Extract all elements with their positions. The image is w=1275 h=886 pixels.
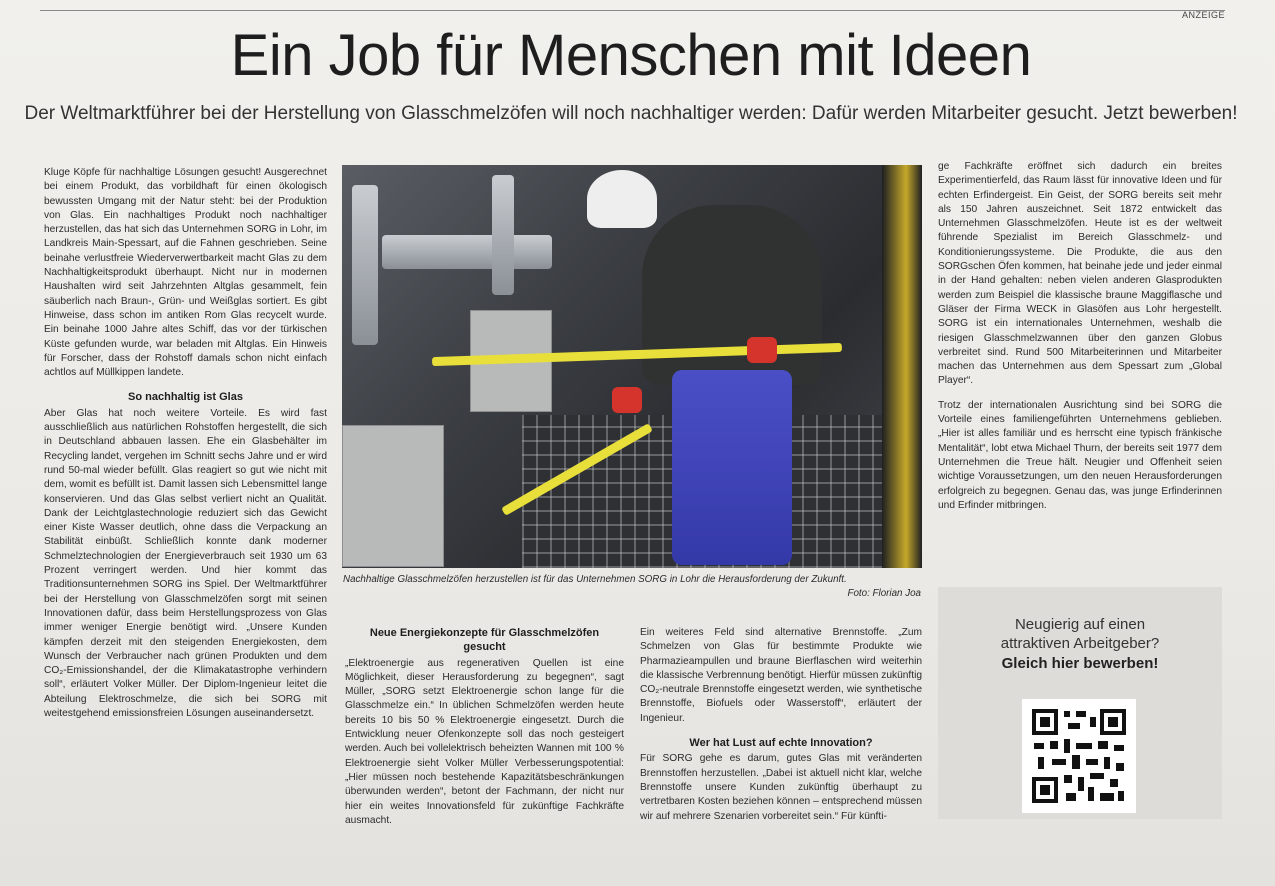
section-heading: So nachhaltig ist Glas xyxy=(128,391,243,404)
paragraph: „Elektroenergie aus regenerativen Quellen ist eine Möglichkeit, dieser Herausforderung zu begegnen“, sagt Müller, „SORG setzt Elektroenergie schon lange für die Glasschmelze ein.“ In üblichen Schmelzöfen werden heute bereits 10 bis 50 % Elektroenergie eingesetzt. Durch die Entwicklung neuer Ofenkonzepte soll das noch gesteigert werden. Auch bei vollelektrisch beheizten Wannen mit 100 % Elektroenergie sieht Volker Müller Verbesserungspotential: „Hier müssen noch bestehende Kapazitätsbeschränkungen überwunden werden“, betont der Fachmann, der nicht nur hier ein weites Innovationsfeld für zukünftige Fachkräfte ausmacht. xyxy=(345,657,624,826)
callout-line-3: Gleich hier bewerben! xyxy=(1001,655,1159,672)
callout-line-2: attraktiven Arbeitgeber? xyxy=(1000,635,1160,652)
apply-callout-box xyxy=(938,587,1222,819)
photo-caption xyxy=(343,574,921,599)
callout-line-1: Neugierig auf einen xyxy=(1014,616,1146,633)
article-column-2 xyxy=(345,626,624,838)
article-photo xyxy=(342,165,922,568)
paragraph: Kluge Köpfe für nachhaltige Lösungen gesucht! Ausgerechnet bei einem Produkt, das vorbildhaft für einen ökologisch bewussten Umgang mit der Natur steht: bei der Produktion von Glas. Ein nachhaltiges Produkt noch nachhaltiger herzustellen, das hat sich das Unternehmen SORG in Lohr, im Landkreis Main-Spessart, auf die Fahnen geschrieben. Seine beinahe verlustfreie Wiederverwertbarkeit macht Glas zu dem Nachhaltigkeitsprodukt überhaupt. Nicht nur in modernen Haushalten wird seit Jahrzehnten Altglas gesammelt, fein säuberlich nach Braun-, Grün- und Weißglas sortiert. Es gibt Hinweise, dass schon im antiken Rom Glas recycelt wurde. Ein beinahe 1000 Jahre altes Schiff, das vor der türkischen Küste gefunden wurde, war beladen mit Altglas. Ein Hinweis für Forscher, dass der Rohstoff damals schon nicht einfach achtlos auf Müllkippen landete. xyxy=(44,167,327,379)
paragraph: ge Fachkräfte eröffnet sich dadurch ein breites Experimentierfeld, das Raum lässt für innovative Ideen und für echten Erfindergeist. Ein Geist, der SORG bereits seit mehr als 150 Jahren auszeichnet. Seit 1872 entwickelt das Unternehmen Glasschmelzöfen. Heute ist es der weltweit führende Spezialist im Bereich Glasschmelz- und Konditionierungssysteme. Die Produkte, die aus den SORGschen Öfen kommen, hat beinahe jede und jeder einmal in der Hand gehalten: neben vielen anderen Glasprodukten werden zum Beispiel die klassische braune Maggiflasche und Gläser der Firma WECK in Glasöfen aus Lohr hergestellt. SORG ist ein internationales Unternehmen, weshalb die riesigen Glasschmelzwannen über den ganzen Globus verbreitet sind. Rund 500 Mitarbeiterinnen und Mitarbeiter machen das Unternehmen aus dem Spessart zum „Global Player“. xyxy=(938,161,1222,387)
paragraph: Für SORG gehe es darum, gutes Glas mit veränderten Brennstoffen herzustellen. „Dabei ist aktuell nicht klar, welche Brennstoffe unsere Kunden zukünftig überhaupt zu vertretbaren Kosten beziehen können – entsprechend müssen wir auf mehrere Szenarien vorbereitet sein.“ Für künfti- xyxy=(640,753,922,822)
qr-code-icon[interactable] xyxy=(1022,699,1136,813)
advertisement-tag: ANZEIGE xyxy=(1181,10,1225,20)
paragraph: Ein weiteres Feld sind alternative Brennstoffe. „Zum Schmelzen von Glas für bestimmte Produkte wie Pharmazieampullen und braune Bierflaschen wird weiterhin die klassische Verbrennung benötigt. Hierfür müssen zukünftig CO₂-neutrale Brennstoffe eingesetzt werden, wie synthetische Brennstoffe, Biofuels oder Wasserstoff“, erläutert der Ingenieur. xyxy=(640,627,923,724)
headline: Ein Job für Menschen mit Ideen xyxy=(230,23,1032,88)
section-heading: Wer hat Lust auf echte Innovation? xyxy=(689,737,873,750)
paragraph: Trotz der internationalen Ausrichtung sind bei SORG die Vorteile eines familiengeführten Unternehmens geblieben. „Hier ist alles familiär und es herrscht eine typisch fränkische Mentalität“, lobt etwa Michael Thurn, der bereits seit 1977 dem Unternehmen die Treue hält. Neugier und Offenheit seien wichtige Voraussetzungen, um den neuen Herausforderungen erfolgreich zu begegnen. Genau das, was junge Erfinderinnen und Erfinder mitbringen. xyxy=(938,399,1222,511)
article-column-1 xyxy=(44,166,327,731)
photo-credit: Foto: Florian Joa xyxy=(847,588,921,599)
subheadline: Der Weltmarktführer bei der Herstellung von Glasschmelzöfen will noch nachhaltiger werden: Dafür werden Mitarbeiter gesucht. Jetzt bewerben! xyxy=(24,103,1238,124)
top-rule xyxy=(40,10,1225,11)
section-heading: Neue Energiekonzepte für Glasschmelzöfen gesucht xyxy=(369,627,600,654)
article-column-4 xyxy=(938,160,1222,523)
caption-text: Nachhaltige Glasschmelzöfen herzustellen ist für das Unternehmen SORG in Lohr die Herausforderung der Zukunft. xyxy=(343,574,847,585)
article-column-3 xyxy=(640,626,922,834)
paragraph: Aber Glas hat noch weitere Vorteile. Es wird fast ausschließlich aus natürlichen Rohstoffen hergestellt, die sich in Deutschland abbauen lassen. Ehe ein Glasbehälter im Recycling landet, vergehen im Schnitt sechs Jahre und er wird rund 50-mal wieder befüllt. Glas reagiert so gut wie nicht mit dem, womit es befüllt ist. Damit lassen sich Lebensmittel lange konservieren. Und das Glas selbst verliert nicht an Qualität. Dank der Leichtglastechnologie reduziert sich das Gewicht einer Kiste Wasser deutlich, ohne dass die Verpackung an Stabilität einbüßt. Schließlich konnte dank moderner Schmelztechnologien der Energieverbrauch seit 1930 um 63 Prozent verringert werden. Und hier kommt das Traditionsunternehmen SORG ins Spiel. Der Weltmarktführer bei der Herstellung von Glasschmelzöfen sorgt mit seinen Innovationen dafür, dass beim Herstellungsprozess von Glas immer weniger Energie benötigt wird. „Unsere Kunden kämpfen derzeit mit den steigenden Energiekosten, dem Wunsch der Verbraucher nach grünen Produkten und dem CO₂-Emissionshandel, der die Klimakatastrophe verhindern soll“, erläutert Volker Müller. Der Diplom-Ingenieur leitet die Abteilung Elektroschmelze, die sich bei SORG mit weitestgehend emissionsfreien Lösungen auseinandersetzt. xyxy=(44,407,327,719)
